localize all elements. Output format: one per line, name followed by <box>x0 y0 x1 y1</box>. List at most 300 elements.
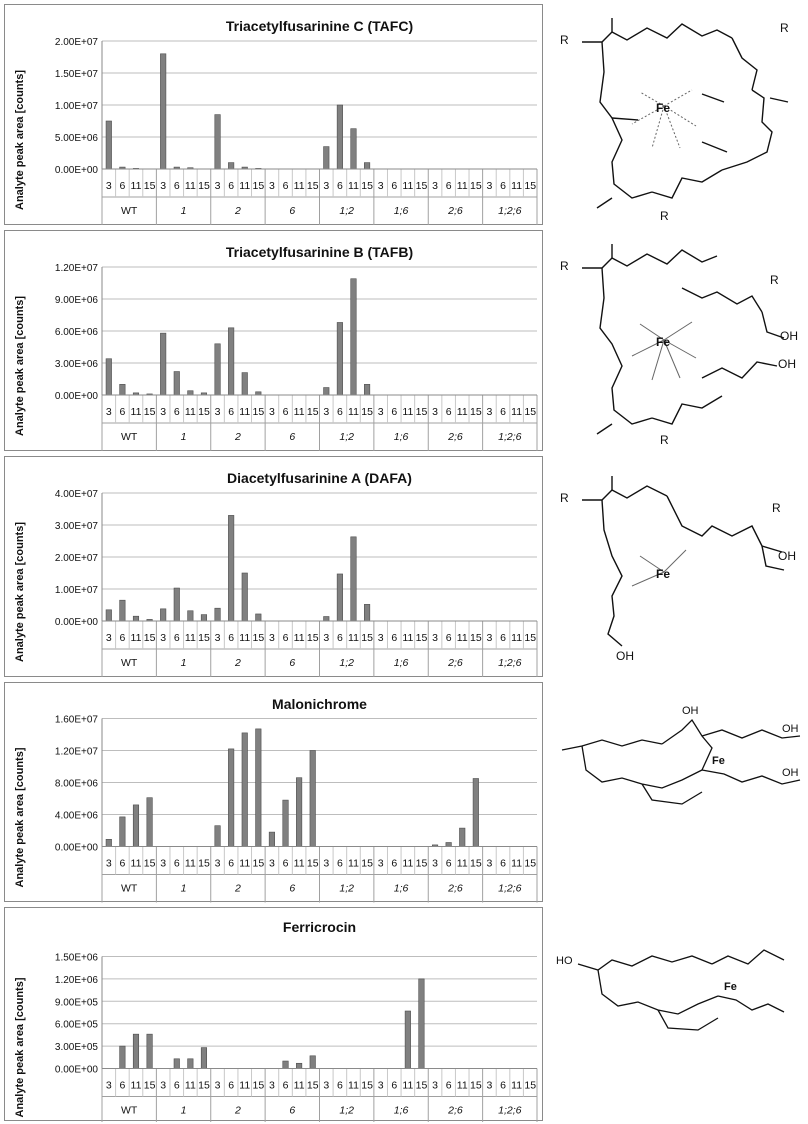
x-tick-label: 6 <box>119 632 126 644</box>
bar <box>215 608 221 621</box>
tafc-structure <box>552 2 804 222</box>
group-label: 6 <box>289 657 296 669</box>
x-tick-label: 15 <box>198 1079 210 1092</box>
group-label: WT <box>121 657 138 669</box>
group-label: 2;6 <box>448 1104 463 1117</box>
malonichrome-structure <box>552 700 804 820</box>
x-tick-label: 15 <box>469 1079 482 1092</box>
x-tick-label: 3 <box>432 632 438 644</box>
bar <box>188 611 194 621</box>
x-tick-label: 11 <box>456 632 468 644</box>
x-tick-label: 6 <box>445 857 452 870</box>
group-label: WT <box>121 1104 138 1117</box>
x-tick-label: 3 <box>377 1079 384 1092</box>
y-tick-label: 4.00E+07 <box>54 489 98 500</box>
x-tick-label: 3 <box>269 180 275 192</box>
group-label: 1;2;6 <box>498 431 522 443</box>
bar <box>419 979 425 1069</box>
x-tick-label: 15 <box>415 857 428 870</box>
group-label: 2 <box>235 657 241 669</box>
bar <box>256 614 262 621</box>
group-label: 6 <box>289 882 296 895</box>
group-label: 1 <box>180 882 187 895</box>
y-axis-label: Analyte peak area [counts] <box>14 70 26 210</box>
x-tick-label: 11 <box>456 180 468 192</box>
group-label: 1 <box>180 657 187 669</box>
x-tick-label: 3 <box>105 1079 112 1092</box>
bar <box>228 328 234 395</box>
bar <box>256 729 262 847</box>
y-tick-label: 3.00E+05 <box>54 1042 98 1054</box>
x-tick-label: 3 <box>323 1079 330 1092</box>
y-tick-label: 1.60E+07 <box>54 714 98 726</box>
bar <box>228 163 234 169</box>
x-tick-label: 15 <box>361 632 373 644</box>
x-tick-label: 6 <box>228 180 235 192</box>
y-tick-label: 4.00E+06 <box>54 810 98 822</box>
bar <box>106 359 112 395</box>
bar <box>215 344 221 395</box>
bar <box>106 839 112 846</box>
x-tick-label: 6 <box>282 180 289 192</box>
bar <box>201 615 207 621</box>
x-tick-label: 3 <box>323 857 330 870</box>
x-tick-label: 15 <box>361 180 373 192</box>
group-label: 6 <box>289 205 296 217</box>
bar <box>364 384 370 395</box>
y-tick-label: 3.00E+07 <box>54 521 98 532</box>
chart-svg <box>5 5 544 226</box>
x-tick-label: 11 <box>184 180 196 192</box>
group-label: 2 <box>235 205 241 217</box>
x-tick-label: 6 <box>228 406 235 418</box>
bar <box>324 147 330 169</box>
bar <box>296 778 302 847</box>
bar <box>364 163 370 169</box>
y-tick-label: 1.20E+06 <box>54 974 98 986</box>
fe-label: Fe <box>656 567 671 581</box>
x-tick-label: 6 <box>282 632 289 644</box>
x-tick-label: 11 <box>239 857 251 870</box>
x-tick-label: 15 <box>469 406 482 418</box>
x-tick-label: 15 <box>198 180 210 192</box>
y-tick-label: 0.00E+00 <box>54 842 98 854</box>
x-tick-label: 15 <box>524 406 537 418</box>
bar <box>242 573 248 621</box>
x-tick-label: 15 <box>361 1079 373 1092</box>
x-tick-label: 3 <box>377 632 384 644</box>
x-tick-label: 6 <box>445 632 452 644</box>
y-tick-label: 0.00E+00 <box>54 391 98 402</box>
group-label: 1;2 <box>339 431 354 443</box>
bar <box>201 1048 207 1069</box>
y-tick-label: 6.00E+05 <box>54 1019 98 1031</box>
bar <box>106 121 112 169</box>
x-tick-label: 15 <box>524 180 537 192</box>
r-label: R <box>772 501 781 515</box>
group-label: WT <box>121 205 138 217</box>
chart-title: Triacetylfusarinine B (TAFB) <box>225 244 414 260</box>
r-label: R <box>770 273 779 287</box>
y-axis-label: Analyte peak area [counts] <box>14 522 26 662</box>
x-tick-label: 11 <box>239 406 251 418</box>
x-tick-label: 11 <box>511 1079 523 1092</box>
chart-svg <box>5 683 544 903</box>
bar <box>324 617 330 621</box>
oh-label: OH <box>616 649 634 663</box>
y-tick-label: 0.00E+00 <box>54 165 98 176</box>
x-tick-label: 11 <box>348 1079 359 1092</box>
x-tick-label: 15 <box>143 406 156 418</box>
fe-label: Fe <box>656 101 671 115</box>
x-tick-label: 3 <box>486 632 493 644</box>
group-label: 1;2 <box>339 205 354 217</box>
y-tick-label: 0.00E+00 <box>54 1064 98 1076</box>
x-tick-label: 6 <box>119 406 126 418</box>
group-label: 1;2 <box>339 882 354 895</box>
bar <box>160 333 166 395</box>
x-tick-label: 15 <box>306 406 319 418</box>
y-tick-label: 9.00E+06 <box>54 295 98 306</box>
x-tick-label: 6 <box>228 632 235 644</box>
group-label: 1;2 <box>339 1104 354 1117</box>
x-tick-label: 3 <box>214 406 221 418</box>
y-tick-label: 6.00E+06 <box>54 327 98 338</box>
x-tick-label: 15 <box>252 1079 265 1092</box>
x-tick-label: 6 <box>500 180 506 192</box>
fe-label: Fe <box>724 981 737 993</box>
x-tick-label: 15 <box>198 406 210 418</box>
r-label: R <box>660 433 669 447</box>
bar <box>188 391 194 395</box>
x-tick-label: 15 <box>143 632 156 644</box>
y-axis-label: Analyte peak area [counts] <box>14 977 26 1118</box>
ferricrocin-structure <box>552 920 804 1050</box>
x-tick-label: 6 <box>391 180 398 192</box>
x-tick-label: 6 <box>391 857 398 870</box>
x-tick-label: 3 <box>160 857 167 870</box>
x-tick-label: 3 <box>323 180 330 192</box>
x-tick-label: 15 <box>469 857 482 870</box>
x-tick-label: 6 <box>445 406 452 418</box>
bar <box>310 1056 316 1069</box>
bar <box>160 609 166 621</box>
x-tick-label: 15 <box>415 632 428 644</box>
x-tick-label: 11 <box>293 857 305 870</box>
group-label: 1 <box>180 431 187 443</box>
group-label: 1;6 <box>393 205 409 217</box>
oh-label: OH <box>782 723 799 735</box>
x-tick-label: 3 <box>432 1079 438 1092</box>
chart-panel <box>4 4 543 225</box>
x-tick-label: 3 <box>377 857 384 870</box>
x-tick-label: 6 <box>336 180 343 192</box>
y-tick-label: 3.00E+06 <box>54 359 98 370</box>
fe-label: Fe <box>712 755 725 767</box>
x-tick-label: 11 <box>348 632 359 644</box>
x-tick-label: 6 <box>119 857 126 870</box>
group-label: WT <box>121 882 138 895</box>
group-label: 1;2;6 <box>498 882 522 895</box>
y-tick-label: 1.00E+07 <box>54 585 98 596</box>
group-label: 2 <box>235 431 241 443</box>
x-tick-label: 15 <box>252 857 265 870</box>
x-tick-label: 6 <box>173 1079 180 1092</box>
x-tick-label: 3 <box>105 406 112 418</box>
bar <box>459 828 465 846</box>
x-tick-label: 6 <box>500 1079 506 1092</box>
x-tick-label: 6 <box>119 1079 126 1092</box>
x-tick-label: 6 <box>173 632 180 644</box>
x-tick-label: 15 <box>252 180 265 192</box>
x-tick-label: 3 <box>160 632 167 644</box>
bar <box>174 588 180 621</box>
y-tick-label: 1.20E+07 <box>54 263 98 274</box>
chart-title: Malonichrome <box>272 696 367 712</box>
x-tick-label: 6 <box>500 632 506 644</box>
r-label: R <box>560 259 569 273</box>
y-tick-label: 1.00E+07 <box>54 101 98 112</box>
bar <box>120 1046 126 1068</box>
group-label: 1 <box>180 1104 187 1117</box>
x-tick-label: 11 <box>511 632 523 644</box>
x-tick-label: 6 <box>336 632 343 644</box>
y-tick-label: 1.50E+06 <box>54 952 98 964</box>
x-tick-label: 15 <box>469 632 482 644</box>
x-tick-label: 6 <box>173 857 180 870</box>
x-tick-label: 6 <box>282 857 289 870</box>
x-tick-label: 11 <box>184 857 196 870</box>
x-tick-label: 15 <box>524 857 537 870</box>
x-tick-label: 3 <box>105 180 112 192</box>
x-tick-label: 15 <box>252 406 265 418</box>
bar <box>283 1061 289 1068</box>
fe-label: Fe <box>656 335 671 349</box>
x-tick-label: 11 <box>456 406 468 418</box>
y-tick-label: 8.00E+06 <box>54 778 98 790</box>
oh-label: OH <box>780 329 798 343</box>
x-tick-label: 15 <box>361 406 373 418</box>
oh-label: OH <box>682 705 699 717</box>
bar <box>215 115 221 169</box>
group-label: 6 <box>289 431 296 443</box>
x-tick-label: 15 <box>306 180 319 192</box>
bar <box>228 749 234 847</box>
bar <box>120 817 126 847</box>
bar <box>446 843 452 847</box>
x-tick-label: 11 <box>402 406 414 418</box>
x-tick-label: 11 <box>293 406 305 418</box>
chart-svg <box>5 231 544 452</box>
bar <box>120 600 126 621</box>
y-tick-label: 9.00E+05 <box>54 997 98 1009</box>
x-tick-label: 3 <box>432 180 438 192</box>
bar <box>269 832 275 846</box>
chart-title: Diacetylfusarinine A (DAFA) <box>227 470 412 486</box>
x-tick-label: 11 <box>184 632 196 644</box>
group-label: 2;6 <box>448 882 463 895</box>
bar <box>106 610 112 621</box>
bar <box>147 1034 153 1068</box>
ho-label: HO <box>556 955 573 967</box>
dafa-structure <box>552 456 804 666</box>
bar <box>351 279 357 395</box>
x-tick-label: 6 <box>282 406 289 418</box>
x-tick-label: 6 <box>500 857 506 870</box>
x-tick-label: 11 <box>511 180 523 192</box>
bar <box>242 733 248 847</box>
x-tick-label: 6 <box>391 406 398 418</box>
group-label: 2;6 <box>448 205 463 217</box>
group-label: 1;6 <box>393 882 409 895</box>
x-tick-label: 6 <box>391 1079 398 1092</box>
x-tick-label: 3 <box>214 1079 221 1092</box>
y-tick-label: 1.20E+07 <box>54 746 98 758</box>
y-tick-label: 2.00E+07 <box>54 553 98 564</box>
x-tick-label: 3 <box>214 632 221 644</box>
group-label: WT <box>121 431 138 443</box>
r-label: R <box>560 491 569 505</box>
bar <box>133 805 139 847</box>
x-tick-label: 3 <box>269 857 275 870</box>
x-tick-label: 6 <box>282 1079 289 1092</box>
group-label: 1;2;6 <box>498 1104 522 1117</box>
bar <box>228 515 234 621</box>
x-tick-label: 3 <box>105 857 112 870</box>
x-tick-label: 6 <box>445 180 452 192</box>
x-tick-label: 6 <box>500 406 506 418</box>
x-tick-label: 15 <box>198 632 210 644</box>
x-tick-label: 3 <box>323 406 330 418</box>
x-tick-label: 3 <box>432 406 438 418</box>
x-tick-label: 3 <box>269 1079 275 1092</box>
y-tick-label: 1.50E+07 <box>54 69 98 80</box>
bar <box>337 322 343 395</box>
bar <box>174 372 180 395</box>
x-tick-label: 6 <box>173 406 180 418</box>
bar <box>405 1011 411 1068</box>
x-tick-label: 3 <box>486 180 493 192</box>
group-label: 2;6 <box>448 431 463 443</box>
y-tick-label: 5.00E+06 <box>54 133 98 144</box>
x-tick-label: 6 <box>173 180 180 192</box>
x-tick-label: 11 <box>130 1079 142 1092</box>
x-tick-label: 11 <box>348 180 359 192</box>
x-tick-label: 3 <box>214 180 221 192</box>
oh-label: OH <box>778 357 796 371</box>
bar <box>351 537 357 621</box>
x-tick-label: 11 <box>130 406 142 418</box>
x-tick-label: 6 <box>391 632 398 644</box>
x-tick-label: 11 <box>130 857 142 870</box>
x-tick-label: 6 <box>336 857 343 870</box>
x-tick-label: 11 <box>130 632 142 644</box>
group-label: 1;2;6 <box>498 205 522 217</box>
bar <box>324 388 330 395</box>
bar <box>174 1059 180 1069</box>
group-label: 6 <box>289 1104 296 1117</box>
chart-svg <box>5 908 544 1122</box>
y-axis-label: Analyte peak area [counts] <box>14 747 26 888</box>
x-tick-label: 11 <box>348 857 359 870</box>
x-tick-label: 3 <box>432 857 438 870</box>
x-tick-label: 11 <box>293 180 305 192</box>
group-label: 2 <box>235 1104 241 1117</box>
x-tick-label: 6 <box>228 857 235 870</box>
group-label: 1 <box>180 205 187 217</box>
x-tick-label: 6 <box>119 180 126 192</box>
x-tick-label: 6 <box>228 1079 235 1092</box>
x-tick-label: 15 <box>198 857 210 870</box>
x-tick-label: 11 <box>239 180 251 192</box>
bar <box>160 54 166 169</box>
x-tick-label: 11 <box>456 857 468 870</box>
bar <box>242 373 248 395</box>
x-tick-label: 3 <box>160 1079 167 1092</box>
y-tick-label: 0.00E+00 <box>54 617 98 628</box>
chart-svg <box>5 457 544 678</box>
bar <box>133 616 139 621</box>
x-tick-label: 6 <box>336 1079 343 1092</box>
group-label: 1;6 <box>393 657 409 669</box>
x-tick-label: 11 <box>239 632 251 644</box>
x-tick-label: 15 <box>524 1079 537 1092</box>
x-tick-label: 15 <box>143 180 156 192</box>
x-tick-label: 11 <box>402 632 414 644</box>
x-tick-label: 11 <box>348 406 359 418</box>
group-label: 1;6 <box>393 431 409 443</box>
group-label: 2;6 <box>448 657 463 669</box>
x-tick-label: 15 <box>252 632 265 644</box>
group-label: 1;2 <box>339 657 354 669</box>
x-tick-label: 15 <box>415 180 428 192</box>
chart-title: Ferricrocin <box>282 919 357 935</box>
x-tick-label: 3 <box>377 180 384 192</box>
x-tick-label: 11 <box>293 1079 305 1092</box>
bar <box>296 1063 302 1068</box>
bar <box>337 105 343 169</box>
x-tick-label: 3 <box>486 1079 493 1092</box>
x-tick-label: 15 <box>143 1079 156 1092</box>
chart-title: Triacetylfusarinine C (TAFC) <box>225 18 414 34</box>
x-tick-label: 15 <box>143 857 156 870</box>
x-tick-label: 3 <box>486 857 493 870</box>
chart-panel <box>4 682 543 902</box>
bar <box>133 1034 139 1068</box>
x-tick-label: 11 <box>456 1079 468 1092</box>
r-label: R <box>660 209 669 222</box>
bar <box>283 800 289 846</box>
bar <box>337 574 343 621</box>
x-tick-label: 15 <box>524 632 537 644</box>
x-tick-label: 15 <box>469 180 482 192</box>
chart-panel <box>4 230 543 451</box>
y-axis-label: Analyte peak area [counts] <box>14 296 26 436</box>
bar <box>188 1059 194 1069</box>
chart-panel <box>4 907 543 1121</box>
bar <box>120 384 126 395</box>
x-tick-label: 3 <box>105 632 112 644</box>
x-tick-label: 3 <box>269 406 275 418</box>
x-tick-label: 11 <box>239 1079 251 1092</box>
y-tick-label: 2.00E+07 <box>54 37 98 48</box>
x-tick-label: 3 <box>160 180 167 192</box>
x-tick-label: 3 <box>160 406 167 418</box>
x-tick-label: 11 <box>184 406 196 418</box>
bar <box>310 751 316 847</box>
bar <box>364 604 370 621</box>
bar <box>215 826 221 847</box>
